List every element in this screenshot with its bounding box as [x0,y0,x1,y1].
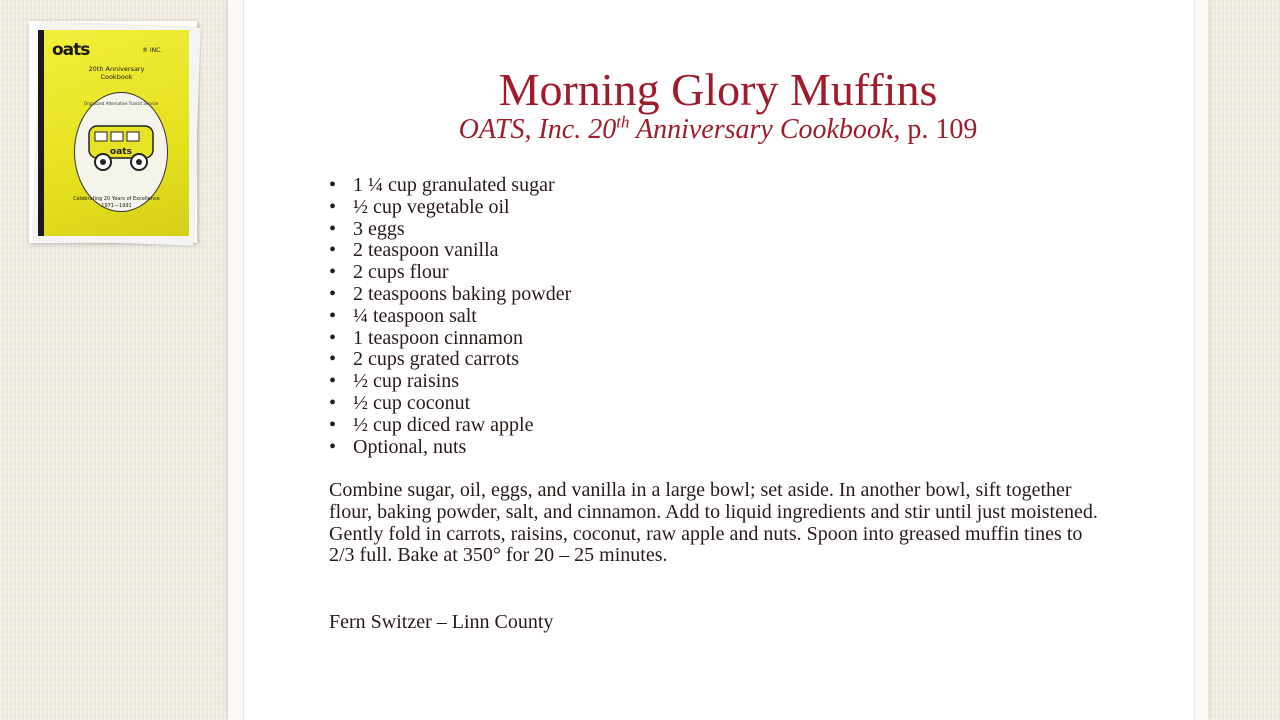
recipe-attribution: Fern Switzer – Linn County [329,611,554,633]
cover-title [44,65,189,81]
cover-foot-line1: Celebrating 20 Years of Excellence [73,196,160,202]
ingredient-item: • 2 teaspoon vanilla [329,240,571,262]
recipe-directions: Combine sugar, oil, eggs, and vanilla in a large bowl; set aside. In another bowl, sift together flour, baking powder, salt, and cinnamon. Add to liquid ingredients and stir until just moistened. Gently fold in carrots, raisins, coconut, raw apple and nuts. Spoon into greased muffin tines to 2/3 full. Bake at 350° for 20 – 25 minutes. [329,479,1098,567]
cover-title-line1: 20th Anniversary [88,65,145,73]
source-book-prefix: OATS, Inc. 20 [458,114,617,145]
cover-footer [44,196,189,210]
ingredient-item: • 2 cups grated carrots [329,349,571,371]
photo-image [38,30,189,236]
ingredient-item: • 1 teaspoon cinnamon [329,328,571,350]
source-book-suffix: Anniversary Cookbook, [629,114,901,145]
bus-text: oats [110,147,132,157]
recipe-source [243,112,1193,148]
cover-title-line2: Cookbook [100,73,133,81]
cover-arc-text: Organized Alternative Transit Service [83,101,159,106]
ingredient-item: • ½ cup raisins [329,371,571,393]
recipe-title: Morning Glory Muffins [498,64,938,115]
source-book-sup: th [616,112,630,132]
ingredient-item: • ½ cup diced raw apple [329,415,571,437]
ingredient-item: • Optional, nuts [329,437,571,459]
ingredient-item: • ½ cup coconut [329,393,571,415]
source-book [459,114,901,145]
cover-oval [74,92,168,212]
ingredient-item: • ½ cup vegetable oil [329,197,571,219]
cover-foot-line2: 1971—1991 [101,203,132,209]
bus-icon [83,118,159,178]
source-page: p. 109 [900,114,978,145]
ingredient-item: • 3 eggs [329,219,571,241]
ingredient-item: • 2 cups flour [329,262,571,284]
ingredient-item: • 1 ¼ cup granulated sugar [329,175,571,197]
ingredient-item: • ¼ teaspoon salt [329,306,571,328]
cookbook-cover [44,30,189,236]
ingredient-list [329,175,571,458]
cookbook-cover-photo [29,21,197,243]
ingredient-item: • 2 teaspoons baking powder [329,284,571,306]
cover-inc: ® INC. [142,47,163,54]
cover-logo: oats [52,40,90,60]
